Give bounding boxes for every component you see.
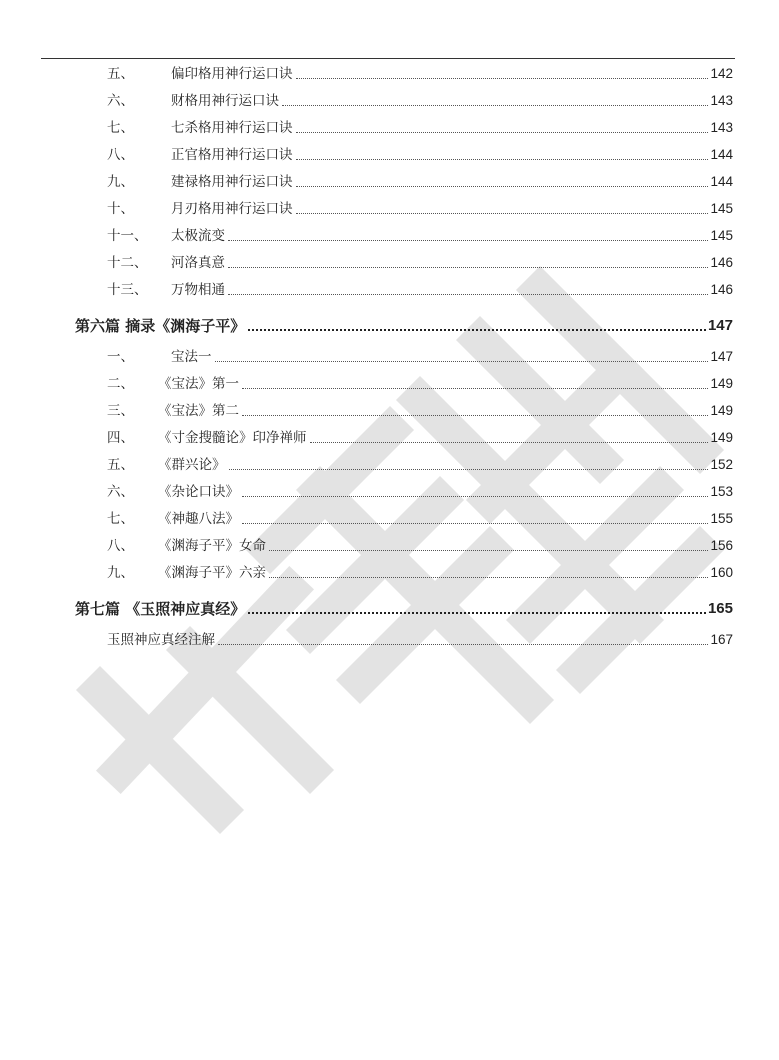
entry-page: 142 — [710, 66, 733, 81]
entry-title: 正官格用神行运口诀 — [171, 147, 293, 163]
entry-title: 《神趣八法》 — [158, 511, 239, 527]
toc-entry[interactable] — [0, 252, 779, 274]
entry-number: 一、 — [107, 349, 134, 365]
toc-entry[interactable] — [0, 535, 779, 557]
entry-title: 建禄格用神行运口诀 — [171, 174, 293, 190]
dot-leader — [296, 77, 709, 79]
entry-title: 月刃格用神行运口诀 — [171, 201, 293, 217]
entry-number: 九、 — [107, 174, 134, 190]
toc-entry[interactable] — [0, 198, 779, 220]
entry-number: 五、 — [107, 66, 134, 82]
entry-title: 玉照神应真经注解 — [107, 632, 215, 648]
chapter-title: 第六篇 摘录《渊海子平》 — [75, 317, 246, 335]
entry-title: 七杀格用神行运口诀 — [171, 120, 293, 136]
dot-leader — [218, 643, 708, 645]
toc-entry[interactable] — [0, 225, 779, 247]
dot-leader — [296, 212, 709, 214]
entry-page: 152 — [710, 457, 733, 472]
dot-leader — [296, 185, 709, 187]
entry-number: 八、 — [107, 538, 134, 554]
chapter-page: 165 — [707, 600, 733, 617]
entry-title: 《宝法》第一 — [158, 376, 239, 392]
toc-entry[interactable] — [0, 346, 779, 368]
dot-leader — [242, 522, 708, 524]
entry-number: 四、 — [107, 430, 134, 446]
toc-entry[interactable] — [0, 171, 779, 193]
entry-page: 146 — [710, 255, 733, 270]
entry-number: 八、 — [107, 147, 134, 163]
entry-page: 146 — [710, 282, 733, 297]
dot-leader — [215, 360, 709, 362]
entry-number: 六、 — [107, 93, 134, 109]
entry-number: 十三、 — [107, 282, 148, 298]
toc-entry[interactable] — [0, 481, 779, 503]
dot-leader — [229, 468, 709, 470]
toc-entry[interactable] — [0, 63, 779, 85]
toc-chapter[interactable] — [0, 315, 779, 337]
entry-page: 143 — [710, 120, 733, 135]
toc-entry[interactable] — [0, 279, 779, 301]
entry-number: 三、 — [107, 403, 134, 419]
toc-entry[interactable] — [0, 144, 779, 166]
dot-leader — [310, 441, 709, 443]
entry-page: 144 — [710, 174, 733, 189]
entry-title: 《渊海子平》六亲 — [158, 565, 266, 581]
dot-leader — [242, 495, 708, 497]
dot-leader — [269, 549, 708, 551]
entry-number: 七、 — [107, 120, 134, 136]
entry-number: 十一、 — [107, 228, 148, 244]
entry-page: 144 — [710, 147, 733, 162]
entry-page: 156 — [710, 538, 733, 553]
dot-leader — [296, 131, 709, 133]
entry-number: 七、 — [107, 511, 134, 527]
toc-entry[interactable] — [0, 562, 779, 584]
toc-entry[interactable] — [0, 117, 779, 139]
chapter-page: 147 — [707, 317, 733, 334]
entry-title: 万物相通 — [171, 282, 225, 298]
entry-page: 145 — [710, 201, 733, 216]
toc-entry[interactable] — [0, 508, 779, 530]
dot-leader — [242, 414, 708, 416]
entry-page: 143 — [710, 93, 733, 108]
chapter-title: 第七篇 《玉照神应真经》 — [75, 600, 246, 618]
toc-entry[interactable] — [0, 454, 779, 476]
entry-title: 《寸金搜髓论》印净禅师 — [158, 430, 307, 446]
entry-page: 167 — [710, 632, 733, 647]
entry-number: 十二、 — [107, 255, 148, 271]
dot-leader — [228, 239, 708, 241]
entry-title: 财格用神行运口诀 — [171, 93, 279, 109]
entry-title: 偏印格用神行运口诀 — [171, 66, 293, 82]
header-rule — [41, 58, 735, 59]
entry-number: 十、 — [107, 201, 134, 217]
dot-leader — [296, 158, 709, 160]
entry-page: 160 — [710, 565, 733, 580]
entry-title: 宝法一 — [171, 349, 212, 365]
entry-number: 二、 — [107, 376, 134, 392]
toc-entry[interactable] — [0, 373, 779, 395]
entry-title: 《杂论口诀》 — [158, 484, 239, 500]
entry-title: 《渊海子平》女命 — [158, 538, 266, 554]
toc-entry[interactable] — [0, 427, 779, 449]
entry-page: 147 — [710, 349, 733, 364]
entry-title: 太极流变 — [171, 228, 225, 244]
entry-page: 153 — [710, 484, 733, 499]
entry-page: 149 — [710, 376, 733, 391]
entry-number: 六、 — [107, 484, 134, 500]
entry-number: 五、 — [107, 457, 134, 473]
entry-number: 九、 — [107, 565, 134, 581]
toc-entry[interactable] — [0, 400, 779, 422]
entry-title: 河洛真意 — [171, 255, 225, 271]
entry-page: 155 — [710, 511, 733, 526]
entry-page: 145 — [710, 228, 733, 243]
entry-page: 149 — [710, 430, 733, 445]
entry-page: 149 — [710, 403, 733, 418]
entry-title: 《宝法》第二 — [158, 403, 239, 419]
entry-title: 《群兴论》 — [158, 457, 226, 473]
dot-leader — [269, 576, 708, 578]
dot-leader — [242, 387, 708, 389]
watermark — [60, 250, 779, 870]
toc-entry[interactable] — [0, 90, 779, 112]
dot-leader — [282, 104, 708, 106]
dot-leader — [248, 328, 706, 331]
dot-leader — [228, 266, 708, 268]
toc-entry[interactable] — [0, 629, 779, 651]
dot-leader — [248, 611, 706, 614]
dot-leader — [228, 293, 708, 295]
toc-chapter[interactable] — [0, 598, 779, 620]
